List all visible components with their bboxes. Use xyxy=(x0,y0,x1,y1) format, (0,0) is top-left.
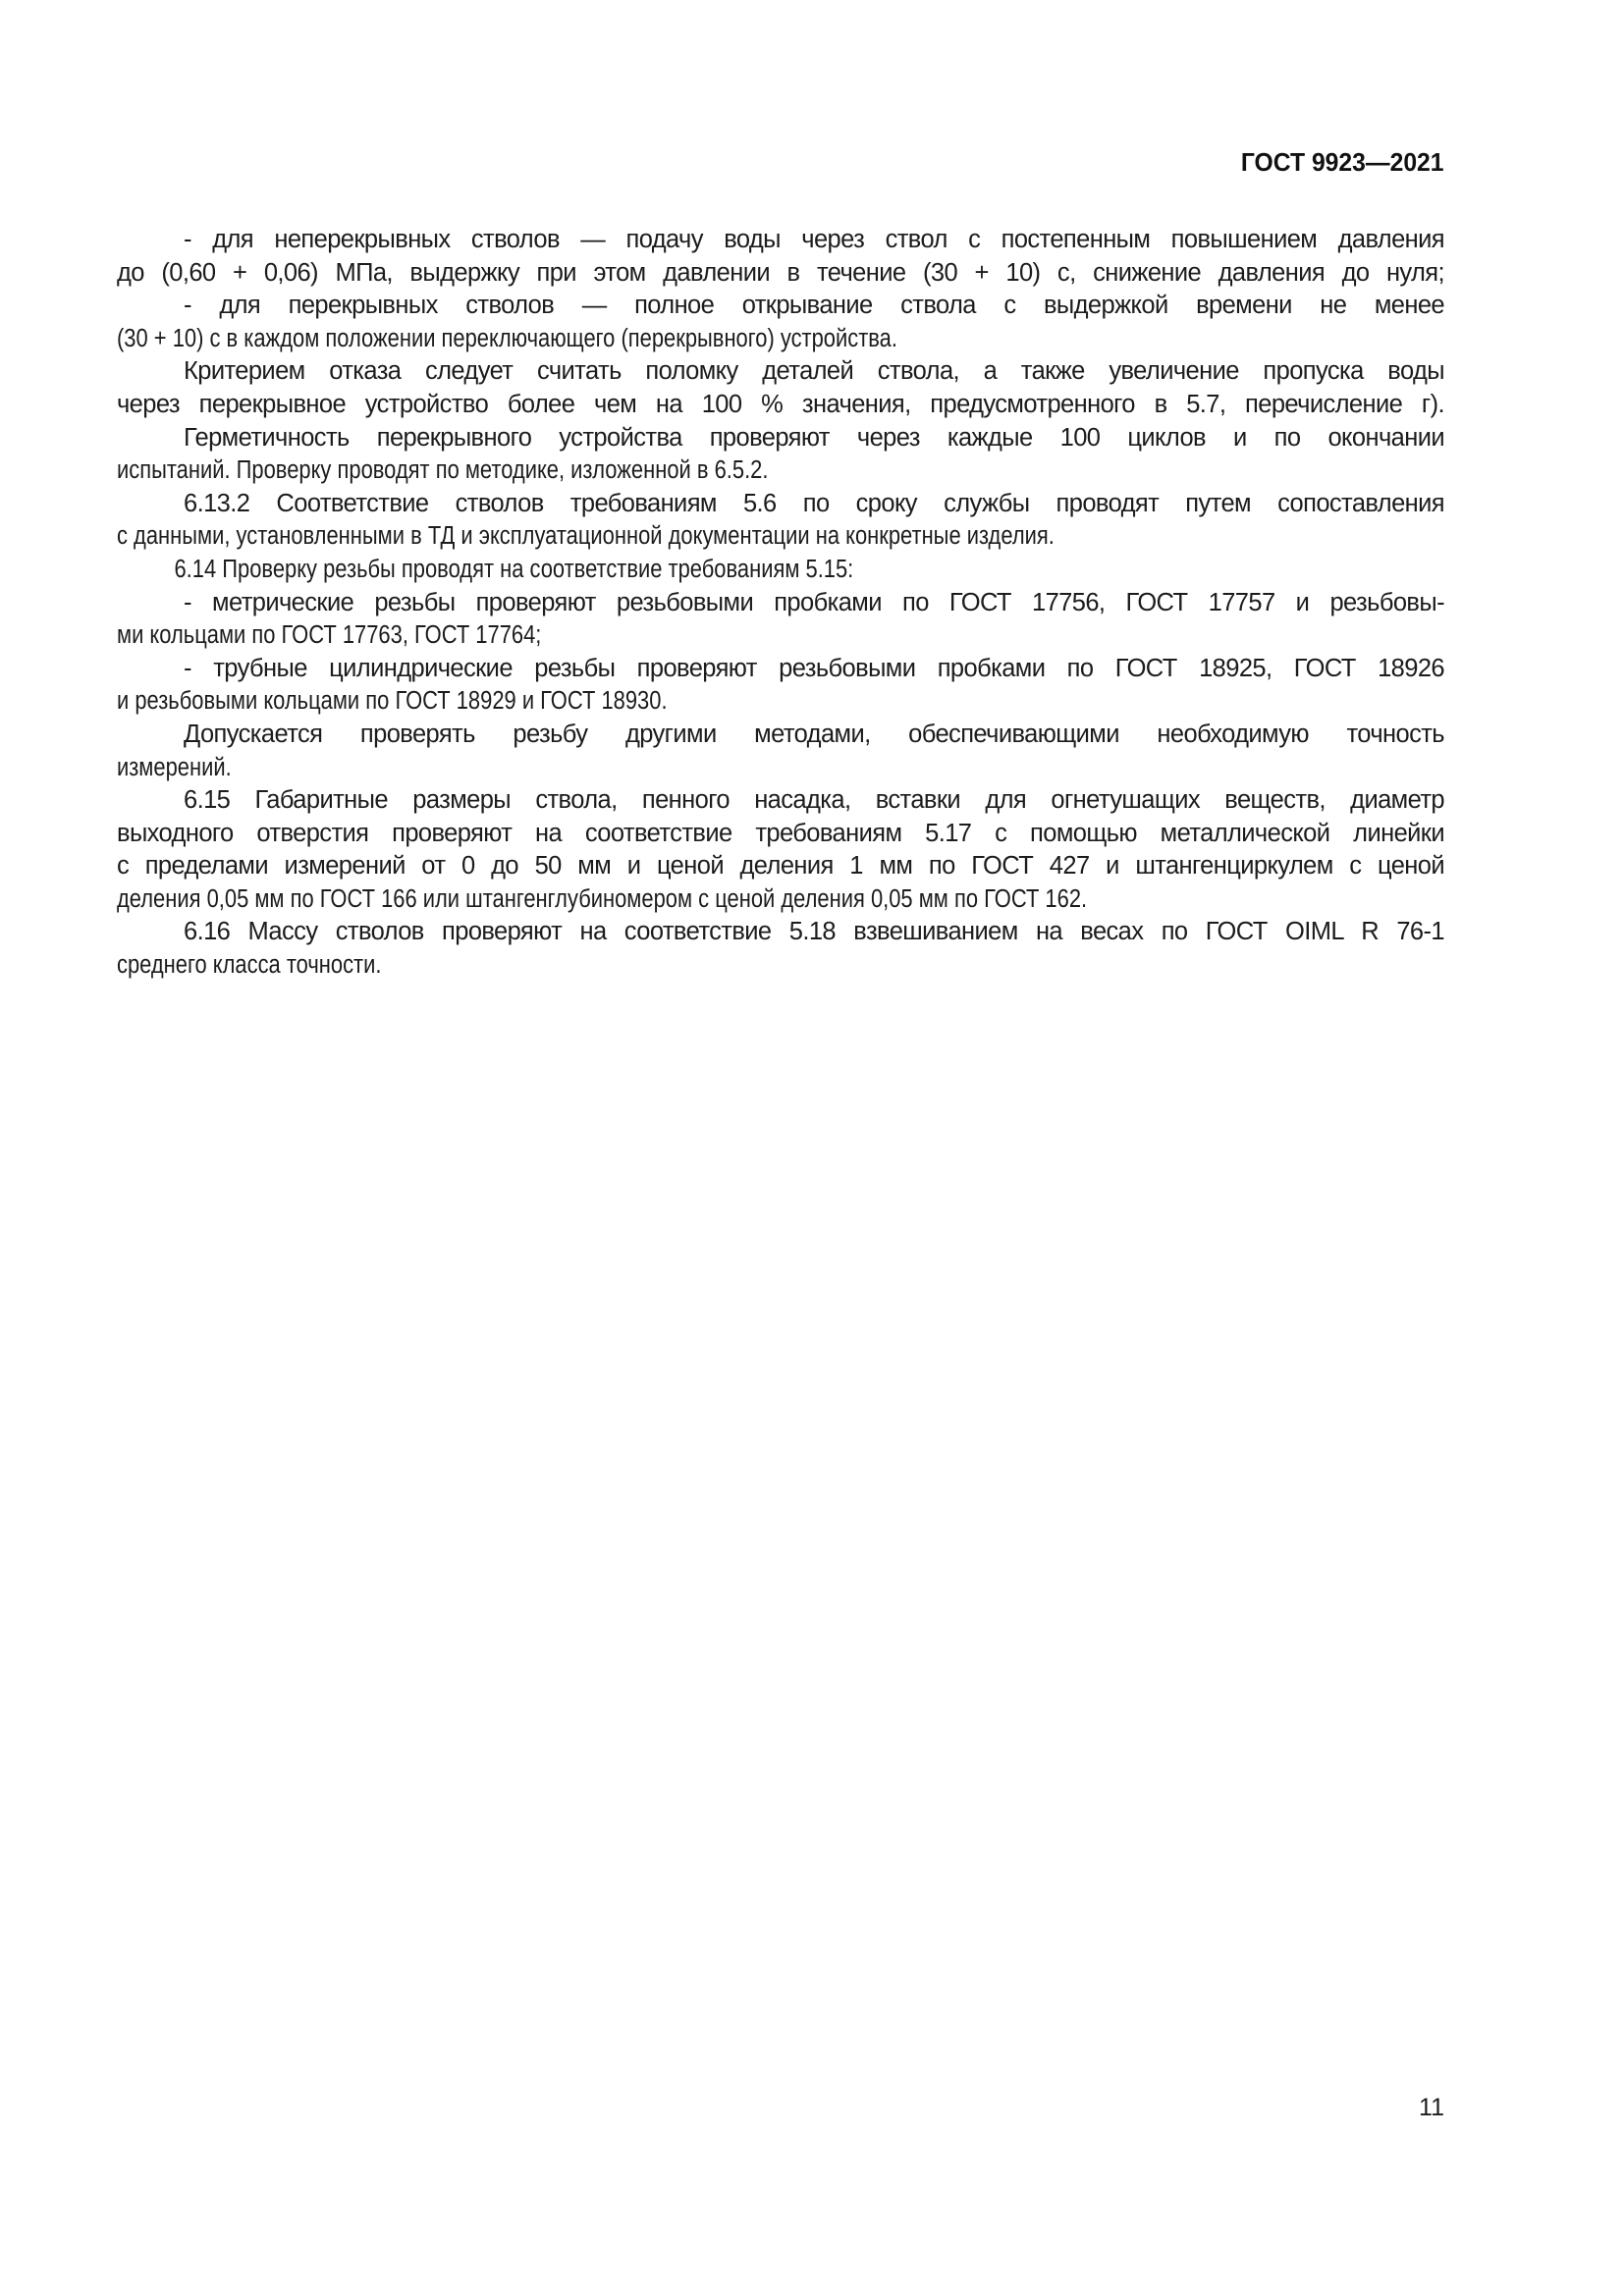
text-line: - для неперекрывных стволов — подачу воды через ствол с постепенным повышением давления xyxy=(184,226,1444,253)
text-line: с пределами измерений от 0 до 50 мм и ценой деления 1 мм по ГОСТ 427 и штангенциркулем с ценой xyxy=(117,852,1444,881)
text-line: (30 + 10) с в каждом положении переключающего (перекрывного) устройства. xyxy=(117,324,897,352)
text-line: 6.14 Проверку резьбы проводят на соответствие требованиям 5.15: xyxy=(174,555,854,583)
text-line: 6.15 Габаритные размеры ствола, пенного насадка, вставки для огнетушащих веществ, диаметр xyxy=(184,786,1444,815)
text-line: деления 0,05 мм по ГОСТ 166 или штангенглубиномером с ценой деления 0,05 мм по ГОСТ 162. xyxy=(117,884,1088,913)
text-line: - трубные цилиндрические резьбы проверяют резьбовыми пробками по ГОСТ 18925, ГОСТ 18926 xyxy=(184,654,1444,682)
text-line: до (0,60 + 0,06) МПа, выдержку при этом давлении в течение (30 + 10) с, снижение давления до нуля; xyxy=(117,258,1444,287)
text-line: 6.13.2 Соответствие стволов требованиям 5.6 по сроку службы проводят путем сопоставления xyxy=(184,489,1444,517)
document-body xyxy=(117,224,1444,983)
text-line: 6.16 Массу стволов проверяют на соответствие 5.18 взвешиванием на весах по ГОСТ OIML R 76-1 xyxy=(184,918,1444,946)
text-line: через перекрывное устройство более чем на 100 % значения, предусмотренного в 5.7, перечисление г). xyxy=(117,390,1444,418)
text-line: среднего класса точности. xyxy=(117,951,382,980)
text-line: ми кольцами по ГОСТ 17763, ГОСТ 17764; xyxy=(117,621,542,650)
text-line: - для перекрывных стволов — полное открывание ствола с выдержкой времени не менее xyxy=(184,292,1444,320)
text-line: измерений. xyxy=(117,753,232,781)
text-line: выходного отверстия проверяют на соответствие требованиям 5.17 с помощью металлической линейки xyxy=(117,819,1444,847)
document-code-header: ГОСТ 9923—2021 xyxy=(1241,147,1444,177)
text-line: Допускается проверять резьбу другими методами, обеспечивающими необходимую точность xyxy=(184,720,1444,748)
text-line: Герметичность перекрывного устройства проверяют через каждые 100 циклов и по окончании xyxy=(184,423,1444,452)
text-line: Критерием отказа следует считать поломку деталей ствола, а также увеличение пропуска воды xyxy=(184,357,1444,386)
text-line: испытаний. Проверку проводят по методике, изложенной в 6.5.2. xyxy=(117,456,769,485)
text-line: и резьбовыми кольцами по ГОСТ 18929 и ГОСТ 18930. xyxy=(117,687,668,716)
page-number: 11 xyxy=(1419,2094,1444,2121)
text-line: с данными, установленными в ТД и эксплуатационной документации на конкретные изделия. xyxy=(117,522,1055,551)
text-line: - метрические резьбы проверяют резьбовыми пробками по ГОСТ 17756, ГОСТ 17757 и резьбовы- xyxy=(184,588,1444,616)
